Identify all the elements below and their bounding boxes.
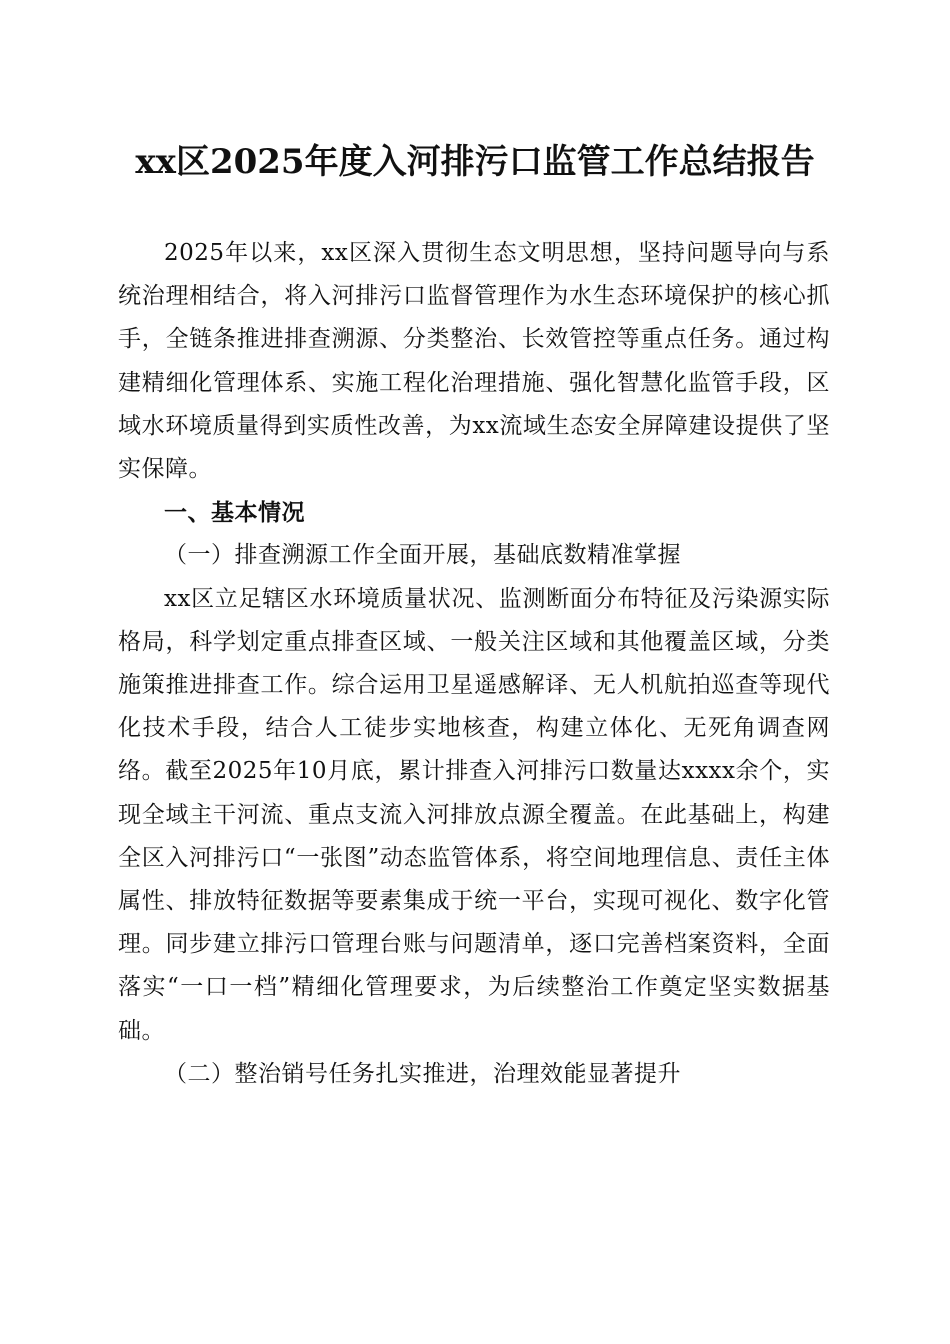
document-title: xx区2025年度入河排污口监管工作总结报告 (135, 142, 815, 182)
intro-paragraph: 2025年以来，xx区深入贯彻生态文明思想，坚持问题导向与系统治理相结合，将入河排污口监督管理作为水生态环境保护的核心抓手，全链条推进排查溯源、分类整治、长效管控等重点任务。通过构建精细化管理体系、实施工程化治理措施、强化智慧化监管手段，区域水环境质量得到实质性改善，为xx流域生态安全屏障建设提供了坚实保障。 (118, 240, 830, 483)
subsection-heading-investigation: （一）排查溯源工作全面开展，基础底数精准掌握 (164, 542, 681, 569)
investigation-paragraph: xx区立足辖区水环境质量状况、监测断面分布特征及污染源实际格局，科学划定重点排查区域、一般关注区域和其他覆盖区域，分类施策推进排查工作。综合运用卫星遥感解译、无人机航拍巡查等现代化技术手段，结合人工徒步实地核查，构建立体化、无死角调查网络。截至2025年10月底，累计排查入河排污口数量达xxxx余个，实现全域主干河流、重点支流入河排放点源全覆盖。在此基础上，构建全区入河排污口“一张图”动态监管体系，将空间地理信息、责任主体属性、排放特征数据等要素集成于统一平台，实现可视化、数字化管理。同步建立排污口管理台账与问题清单，逐口完善档案资料，全面落实“一口一档”精细化管理要求，为后续整治工作奠定坚实数据基础。 (118, 585, 830, 1044)
section-heading-basic-situation: 一、基本情况 (164, 499, 305, 527)
subsection-heading-rectification: （二）整治销号任务扎实推进，治理效能显著提升 (164, 1060, 681, 1087)
document-body (118, 232, 830, 1096)
